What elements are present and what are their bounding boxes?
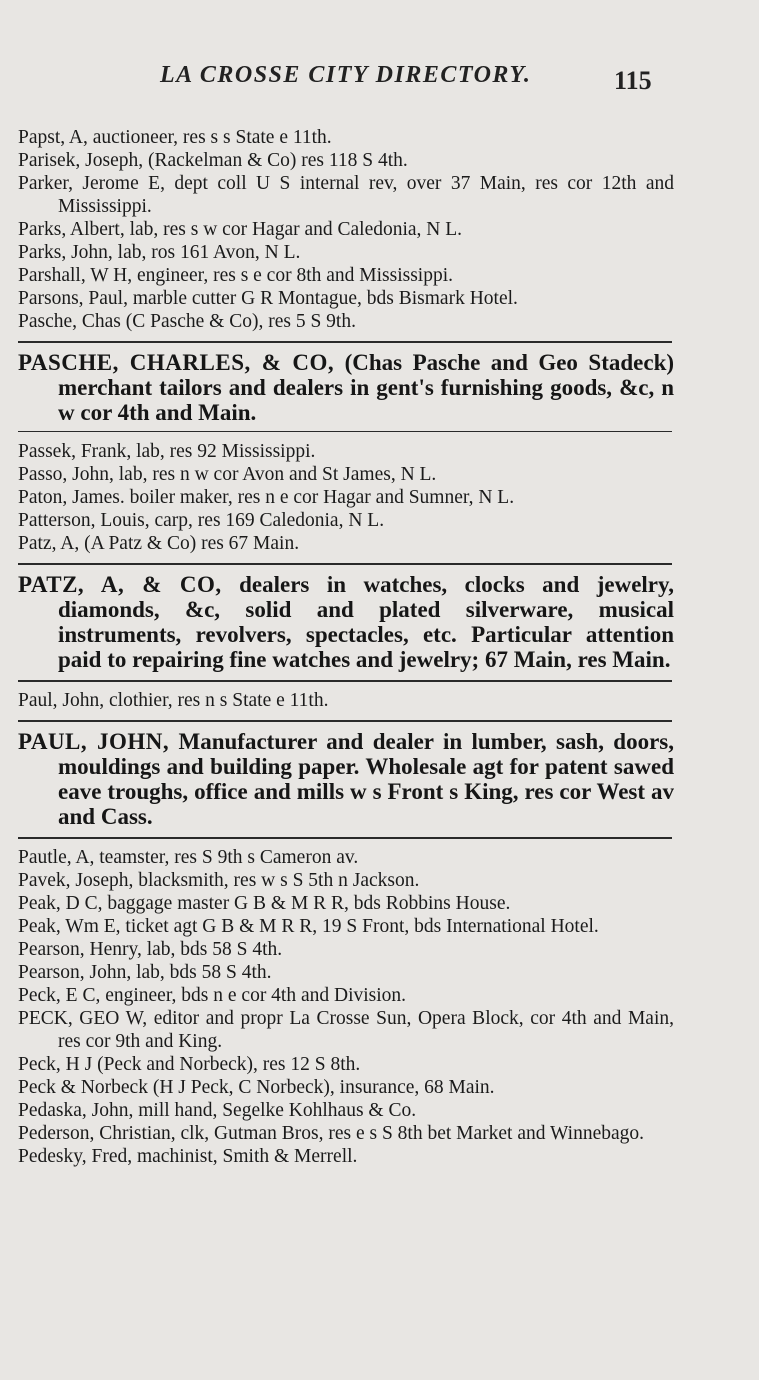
directory-entry: Parker, Jerome E, dept coll U S internal rev, over 37 Main, res cor 12th and Mississippi. [18,173,674,217]
ad-business-name: PASCHE, CHARLES, & CO, [18,350,335,375]
directory-entry: PECK, GEO W, editor and propr La Crosse Sun, Opera Block, cor 4th and Main, res cor 9th and King. [18,1008,674,1052]
ad-business-name: PAUL, JOHN, [18,729,170,754]
directory-entry: Passo, John, lab, res n w cor Avon and St James, N L. [18,464,437,485]
directory-entry: Paton, James. boiler maker, res n e cor Hagar and Sumner, N L. [18,487,515,508]
directory-entry: Patz, A, (A Patz & Co) res 67 Main. [18,533,300,554]
directory-entry: Peck, E C, engineer, bds n e cor 4th and Division. [18,985,407,1006]
directory-entry: Peck & Norbeck (H J Peck, C Norbeck), insurance, 68 Main. [18,1077,495,1098]
divider-rule [18,720,672,722]
advertisement-patz [18,572,674,672]
entries-block-4 [18,846,674,1168]
ad-text: Manufacturer and dealer in lumber, sash, doors, mouldings and building paper. Wholesale agt for patent sawed eave troughs, office and mills w s Front s King, res cor West av and Cass. [58,729,675,829]
entries-block-1 [18,126,674,333]
divider-rule [18,341,672,343]
directory-entry: Pasche, Chas (C Pasche & Co), res 5 S 9th. [18,311,356,332]
ad-text: (Chas Pasche and Geo Stadeck) merchant tailors and dealers in gent's furnishing goods, &c, n w cor 4th and Main. [58,350,675,425]
divider-rule [18,431,672,432]
entries-block-3 [18,689,674,712]
directory-entry: Parks, John, lab, ros 161 Avon, N L. [18,242,301,263]
directory-entry: Pearson, John, lab, bds 58 S 4th. [18,962,272,983]
directory-entry: Pavek, Joseph, blacksmith, res w s S 5th n Jackson. [18,870,420,891]
advertisement-pasche [18,350,674,425]
divider-rule [18,563,672,565]
directory-entry: Parks, Albert, lab, res s w cor Hagar and Caledonia, N L. [18,219,463,240]
directory-entry: Peck, H J (Peck and Norbeck), res 12 S 8th. [18,1054,361,1075]
directory-entry: Paul, John, clothier, res n s State e 11th. [18,690,329,711]
directory-entry: Peak, Wm E, ticket agt G B & M R R, 19 S Front, bds International Hotel. [18,916,599,937]
directory-entry: Passek, Frank, lab, res 92 Mississippi. [18,441,316,462]
directory-entry: Parshall, W H, engineer, res s e cor 8th and Mississippi. [18,265,454,286]
directory-entry: Pautle, A, teamster, res S 9th s Cameron av. [18,847,359,868]
directory-entry: Pederson, Christian, clk, Gutman Bros, res e s S 8th bet Market and Winnebago. [18,1123,644,1144]
directory-entry: Pedaska, John, mill hand, Segelke Kohlhaus & Co. [18,1100,417,1121]
directory-entry: Parsons, Paul, marble cutter G R Montague, bds Bismark Hotel. [18,288,518,309]
divider-rule [18,680,672,682]
running-title: LA CROSSE CITY DIRECTORY. [160,62,532,88]
directory-entry: Papst, A, auctioneer, res s s State e 11th. [18,127,332,148]
directory-entry: Pearson, Henry, lab, bds 58 S 4th. [18,939,283,960]
directory-entry: Parisek, Joseph, (Rackelman & Co) res 118 S 4th. [18,150,408,171]
divider-rule [18,837,672,839]
directory-entry: Patterson, Louis, carp, res 169 Caledonia, N L. [18,510,385,531]
page-number: 115 [614,66,652,95]
directory-entry: Peak, D C, baggage master G B & M R R, bds Robbins House. [18,893,511,914]
entries-block-2 [18,440,674,555]
advertisement-paul [18,729,674,829]
directory-entry: Pedesky, Fred, machinist, Smith & Merrell. [18,1146,358,1167]
ad-business-name: PATZ, A, & CO, [18,572,222,597]
ad-text: dealers in watches, clocks and jewelry, diamonds, &c, solid and plated silverware, musical instruments, revolvers, spectacles, etc. Particular attention paid to repairing fine watches and jewelry; 67 Main, res Main. [58,572,674,672]
directory-listing [18,126,674,1168]
page-header [0,62,759,96]
